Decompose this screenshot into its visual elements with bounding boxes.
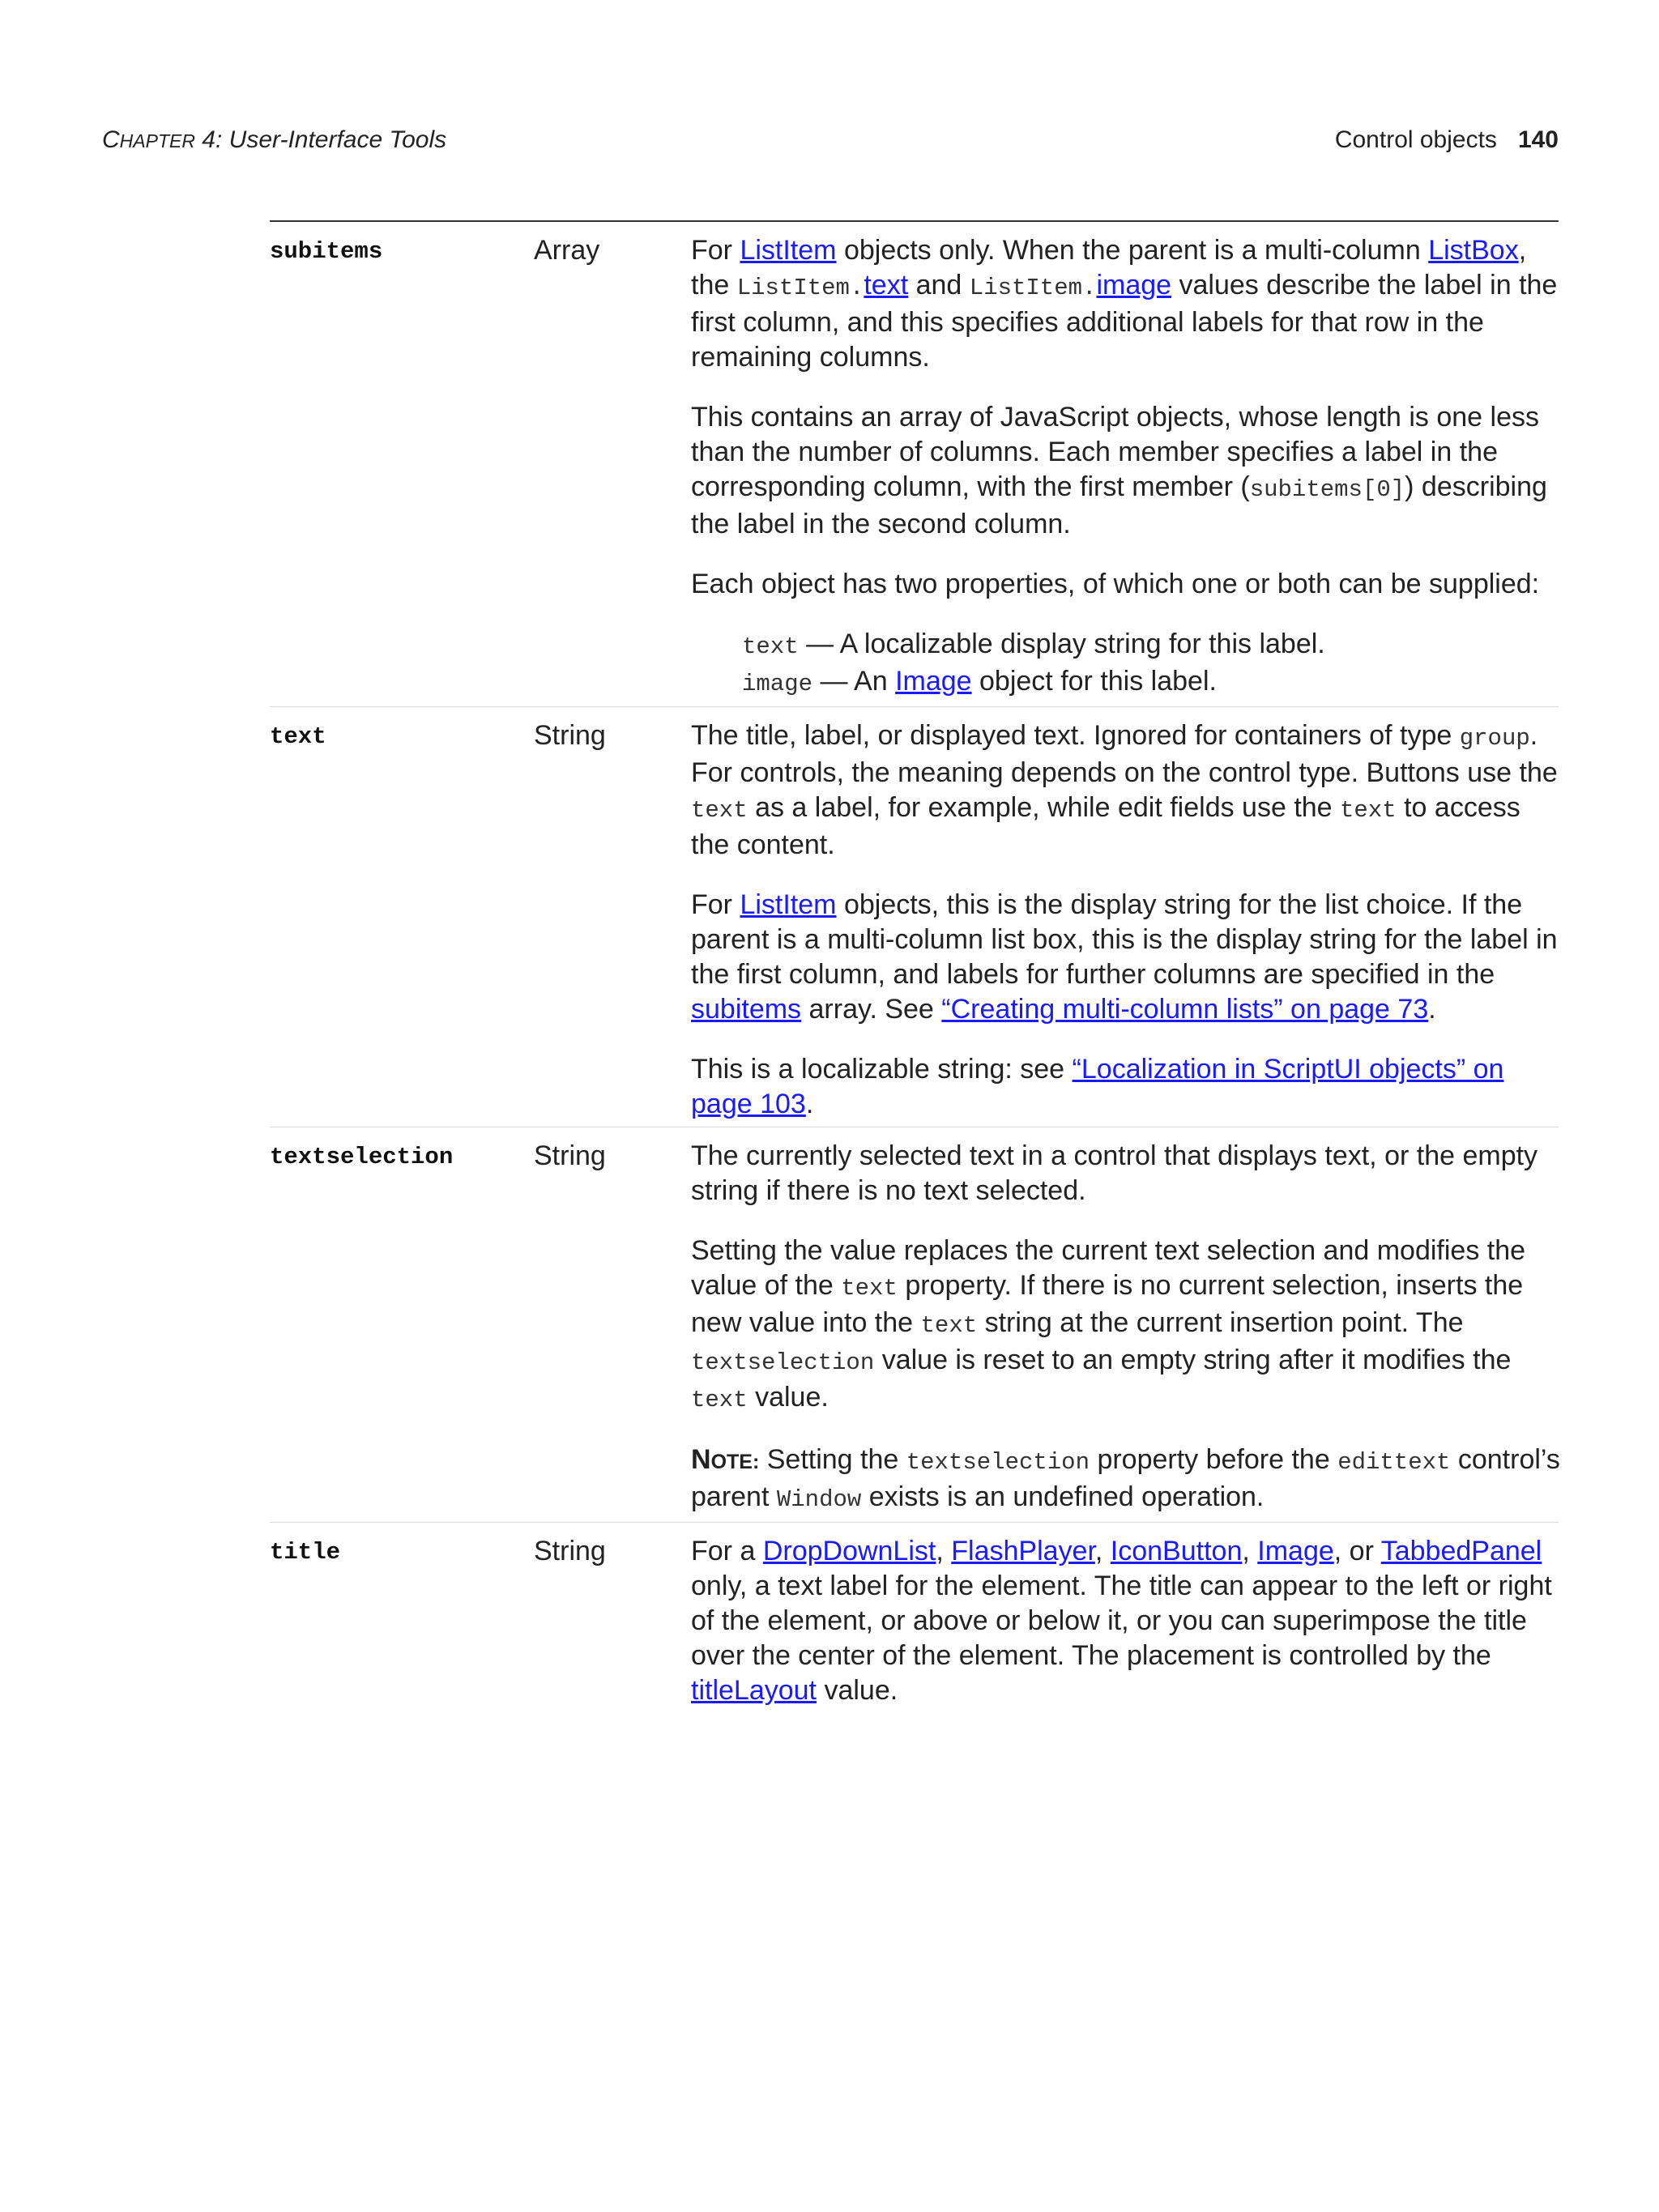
link-listitem[interactable]: ListItem [740,235,837,266]
property-type: Array [534,235,600,266]
code-span: text [742,633,799,660]
property-description [691,233,1562,701]
code-span: text [841,1275,898,1302]
property-name: subitems [270,238,383,265]
text-run: For a [691,1536,763,1566]
link-listitem[interactable]: ListItem [740,889,837,920]
note-paragraph [691,1443,1562,1517]
text-run: values describe the label in the first column, and this specifies additional labels for that row in the remaining columns. [691,270,1558,373]
running-header-section [1335,126,1559,154]
link-listbox[interactable]: ListBox [1428,235,1519,266]
text-run: control’s parent [691,1444,1560,1512]
code-span: ListItem. [969,275,1097,301]
text-run: Setting the [759,1444,906,1475]
property-name: text [270,723,326,750]
text-run: — An [812,666,896,697]
property-list [742,627,1562,701]
property-type: String [534,1140,606,1171]
text-run: array. See [801,994,942,1025]
code-span: textselection [906,1449,1090,1476]
text-run: This is a localizable string: see [691,1054,1073,1085]
description-paragraph [691,888,1562,1027]
text-run: to access the content. [691,792,1520,860]
text-run: . [1428,994,1436,1025]
text-run: objects, this is the display string for the list choice. If the parent is a multi-column list box, this is the display string for the label in the first column, and labels for further columns are specified in the [691,889,1558,990]
code-span: edittext [1337,1449,1451,1476]
text-run: , the [691,235,1527,300]
code-span: ListItem. [736,275,864,301]
text-run: For [691,889,740,920]
table-row-title [270,1523,1559,1713]
text-run: string at the current insertion point. The [977,1307,1464,1338]
text-run: ) describing the label in the second column. [691,471,1547,539]
text-run: property. If there is no current selection, inserts the new value into the [691,1270,1524,1338]
description-paragraph [691,233,1562,375]
property-name: title [270,1539,341,1566]
link-subitems[interactable]: subitems [691,994,802,1025]
section-title: Control objects [1334,126,1497,153]
description-paragraph: The currently selected text in a control that displays text, or the empty string if there is no text selected. [691,1140,1538,1206]
code-span: text [691,1387,748,1413]
link-text[interactable]: text [864,270,909,300]
text-run: This contains an array of JavaScript objects, whose length is one less than the number of columns. Each member specifies a label in the corresponding column, with the first member ( [691,402,1539,502]
property-type: String [534,1536,606,1566]
chapter-cap: C [102,126,120,153]
description-paragraph [691,1234,1562,1417]
code-span: text [1340,797,1397,824]
text-run: , [1242,1536,1258,1566]
link-localization[interactable]: “Localization in ScriptUI objects” on page 103 [691,1054,1504,1119]
text-run: The title, label, or displayed text. Ignored for containers of type [691,720,1460,751]
property-type: String [534,720,606,751]
text-run: value. [817,1675,898,1706]
property-description [691,1534,1562,1708]
code-span: group [1459,725,1530,752]
link-titlelayout[interactable]: titleLayout [691,1675,817,1706]
link-dropdownlist[interactable]: DropDownList [762,1536,936,1566]
property-description [691,718,1562,1122]
code-span: text [920,1312,978,1339]
link-image[interactable]: Image [1257,1536,1334,1566]
text-run: — A localizable display string for this label. [798,629,1325,659]
text-run: . For controls, the meaning depends on the control type. Buttons use the [691,720,1558,788]
description-paragraph [691,1534,1562,1708]
description-paragraph [691,718,1562,863]
text-run: exists is an undefined operation. [861,1481,1265,1512]
note-cap: N [691,1444,711,1475]
page-number: 140 [1517,126,1559,153]
description-paragraph: Each object has two properties, of which one or both can be supplied: [691,569,1540,599]
property-name: textselection [270,1144,454,1170]
link-flashplayer[interactable]: FlashPlayer [951,1536,1095,1566]
text-run: value. [747,1382,829,1413]
text-run: property before the [1090,1444,1338,1475]
text-run: For [691,235,740,266]
running-header-chapter [102,126,446,154]
code-span: Window [776,1486,862,1513]
description-paragraph [691,1052,1562,1122]
text-run: and [908,270,970,300]
link-tabbedpanel[interactable]: TabbedPanel [1380,1536,1542,1566]
text-run: value is reset to an empty string after it modifies the [874,1345,1512,1375]
description-paragraph [691,400,1562,542]
property-description [691,1139,1562,1517]
link-creating-multi-column-lists[interactable]: “Creating multi-column lists” on page 73 [941,994,1429,1025]
text-run: object for this label. [971,666,1217,697]
properties-table [270,220,1559,1713]
code-span: text [691,797,748,824]
note-label [691,1444,759,1475]
code-span: subitems[0] [1249,476,1405,503]
text-run: , or [1333,1536,1381,1566]
chapter-smallcaps: HAPTER [119,130,195,151]
text-run: Setting the value replaces the current text selection and modifies the value of the [691,1235,1526,1301]
note-smallcaps: OTE: [710,1451,760,1473]
code-span: textselection [691,1349,875,1376]
link-iconbutton[interactable]: IconButton [1110,1536,1243,1566]
text-run: , [936,1536,952,1566]
table-row-subitems [270,222,1559,707]
link-image[interactable]: image [1096,270,1172,300]
link-image[interactable]: Image [895,666,972,697]
text-run: . [805,1089,814,1119]
table-row-textselection [270,1127,1559,1523]
text-run: as a label, for example, while edit fields use the [747,792,1341,823]
text-run: , [1094,1536,1111,1566]
text-run: only, a text label for the element. The title can appear to the left or right of the element, or above or below it, or you can superimpose the title over the center of the element. The placement is controlled by the [691,1571,1552,1671]
text-run: objects only. When the parent is a multi-column [836,235,1429,266]
table-row-text [270,707,1559,1127]
chapter-title: 4: User-Interface Tools [194,126,447,153]
code-span: image [742,671,813,697]
